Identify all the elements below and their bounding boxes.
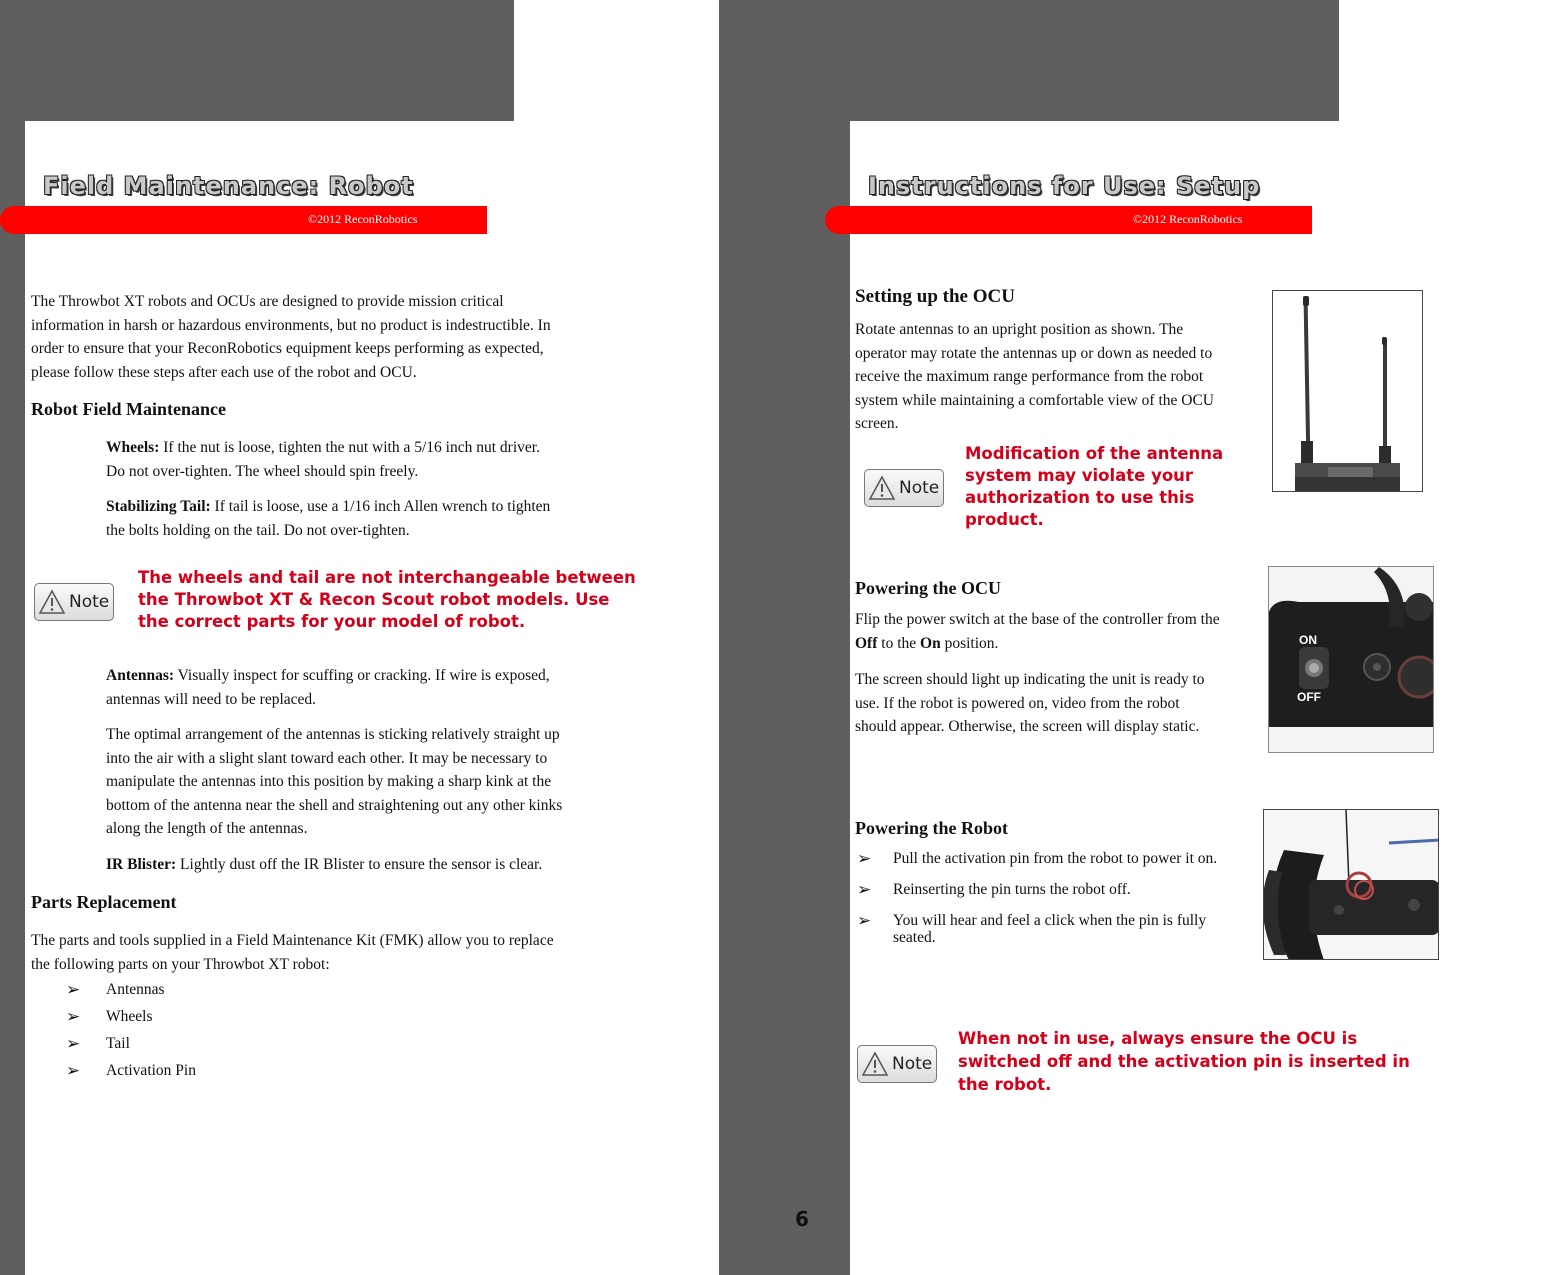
right-page-header-band [719,0,1339,121]
off-label: Off [855,634,878,652]
note-badge-left [34,583,114,621]
note-text-right-2 [958,1027,1410,1096]
parts-intro [31,929,554,976]
arrow-bullet-icon: ➢ [66,1007,81,1026]
paragraph-line: screen. [855,415,899,432]
note-line: authorization to use this [965,488,1195,507]
note-line: Modification of the antenna [965,444,1224,463]
paragraph-line: The optimal arrangement of the antennas is sticking relatively straight up [106,726,560,743]
wheels-text-2: Do not over-tighten. The wheel should spin freely. [106,462,419,480]
robot-pin-photo [1263,809,1439,960]
paragraph-line: receive the maximum range performance from the robot [855,368,1204,385]
heading-parts-replacement: Parts Replacement [31,892,177,912]
paragraph-line: manipulate the antennas into this position by making a sharp kink at the [106,773,552,790]
note-label: Note [892,1054,933,1074]
note-badge-right-1 [864,469,944,507]
paragraph-line: operator may rotate the antennas up or down as needed to [855,344,1213,362]
page-number: 6 [795,1207,809,1231]
paragraph-line: system while maintaining a comfortable view of the OCU [855,391,1214,409]
note-line: the robot. [958,1075,1052,1094]
switch-on-label: ON [1299,633,1317,647]
arrow-bullet-icon: ➢ [66,1034,81,1053]
paragraph-line: bottom of the antenna near the shell and straightening out any other kinks [106,796,563,814]
note-line: product. [965,510,1044,529]
left-page-copyright: ©2012 ReconRobotics [308,212,418,226]
note-line: the correct parts for your model of robot. [138,612,526,631]
arrow-bullet-icon: ➢ [857,911,872,930]
note-label: Note [69,592,110,612]
power-ocu-paragraph: Flip the power switch at the base of the controller from the Off to the On position. [855,608,1220,655]
right-page-title: Instructions for Use: Setup [868,172,1261,200]
paragraph-line: along the length of the antennas. [106,820,308,837]
antenna-photo [1272,290,1423,492]
arrow-bullet-icon: ➢ [857,880,872,899]
left-page-title: Field Maintenance: Robot [43,172,414,200]
intro-line: order to ensure that your ReconRobotics equipment keeps performing as expected, [31,340,544,357]
heading-powering-ocu: Powering the OCU [855,578,1001,598]
left-page-side-band [0,0,25,1275]
power-switch-photo [1268,566,1434,753]
ir-label: IR Blister: [106,856,177,873]
paragraph-line: The screen should light up indicating the unit is ready to [855,671,1205,688]
arrow-bullet-icon: ➢ [66,1061,81,1080]
arrow-bullet-icon: ➢ [857,849,872,868]
paragraph-line: into the air with a slight slant toward each other. It may be necessary to [106,749,548,767]
paragraph-line: should appear. Otherwise, the screen will display static. [855,718,1200,735]
tail-item [106,495,550,542]
intro-line: information in harsh or hazardous environments, but no product is indestructible. In [31,316,551,334]
list-item: ➢ You will hear and feel a click when the pin is fully seated. [857,911,1207,946]
note-text-left [138,567,636,633]
paragraph-line: use. If the robot is powered on, video from the robot [855,694,1180,712]
note-line: the Throwbot XT & Recon Scout robot models. Use [138,590,610,609]
tail-label: Stabilizing Tail: [106,498,211,515]
antennas-text-2: antennas will need to be replaced. [106,690,317,708]
wheels-label: Wheels: [106,439,160,456]
antennas-text: Visually inspect for scuffing or cracking. If wire is exposed, [174,667,550,684]
heading-setting-up-ocu: Setting up the OCU [855,286,1015,307]
parts-intro-line: the following parts on your Throwbot XT robot: [31,955,330,973]
tail-text-2: the bolts holding on the tail. Do not over-tighten. [106,521,410,539]
note-badge-right-2 [857,1045,937,1083]
warning-icon [862,1051,888,1077]
antennas-item [106,664,550,711]
right-page-side-band [719,0,850,1275]
paragraph-line: Flip the power switch at the base of the controller from the [855,611,1220,628]
tail-text: If tail is loose, use a 1/16 inch Allen wrench to tighten [210,498,551,515]
power-ocu-paragraph-2 [855,668,1205,739]
wheels-item [106,436,540,483]
paragraph-line: Rotate antennas to an upright position as shown. The [855,321,1184,338]
intro-line: please follow these steps after each use of the robot and OCU. [31,363,417,381]
note-line: When not in use, always ensure the OCU is [958,1029,1358,1048]
note-line: The wheels and tail are not interchangeable between [138,568,636,587]
ir-text: Lightly dust off the IR Blister to ensure the sensor is clear. [176,856,543,873]
note-text-right-1 [965,443,1223,531]
note-label: Note [899,478,940,498]
note-line: system may violate your [965,466,1194,485]
switch-off-label: OFF [1297,690,1321,704]
antennas-paragraph [106,723,562,841]
arrow-bullet-icon: ➢ [66,980,81,999]
intro-line: The Throwbot XT robots and OCUs are designed to provide mission critical [31,293,504,310]
note-line: switched off and the activation pin is inserted in [958,1052,1410,1071]
parts-intro-line: The parts and tools supplied in a Field Maintenance Kit (FMK) allow you to replace [31,932,554,949]
wheels-text: If the nut is loose, tighten the nut with a 5/16 inch nut driver. [159,439,540,456]
ocu-setup-paragraph [855,318,1214,436]
warning-icon [39,589,65,615]
on-label: On [920,634,941,652]
antennas-label: Antennas: [106,667,175,684]
warning-icon [869,475,895,501]
left-page-header-band [0,0,514,121]
heading-powering-robot: Powering the Robot [855,818,1008,838]
right-page-copyright: ©2012 ReconRobotics [1133,212,1243,226]
intro-paragraph [31,290,551,384]
ir-blister-item [106,853,542,877]
heading-robot-field-maintenance: Robot Field Maintenance [31,399,226,419]
